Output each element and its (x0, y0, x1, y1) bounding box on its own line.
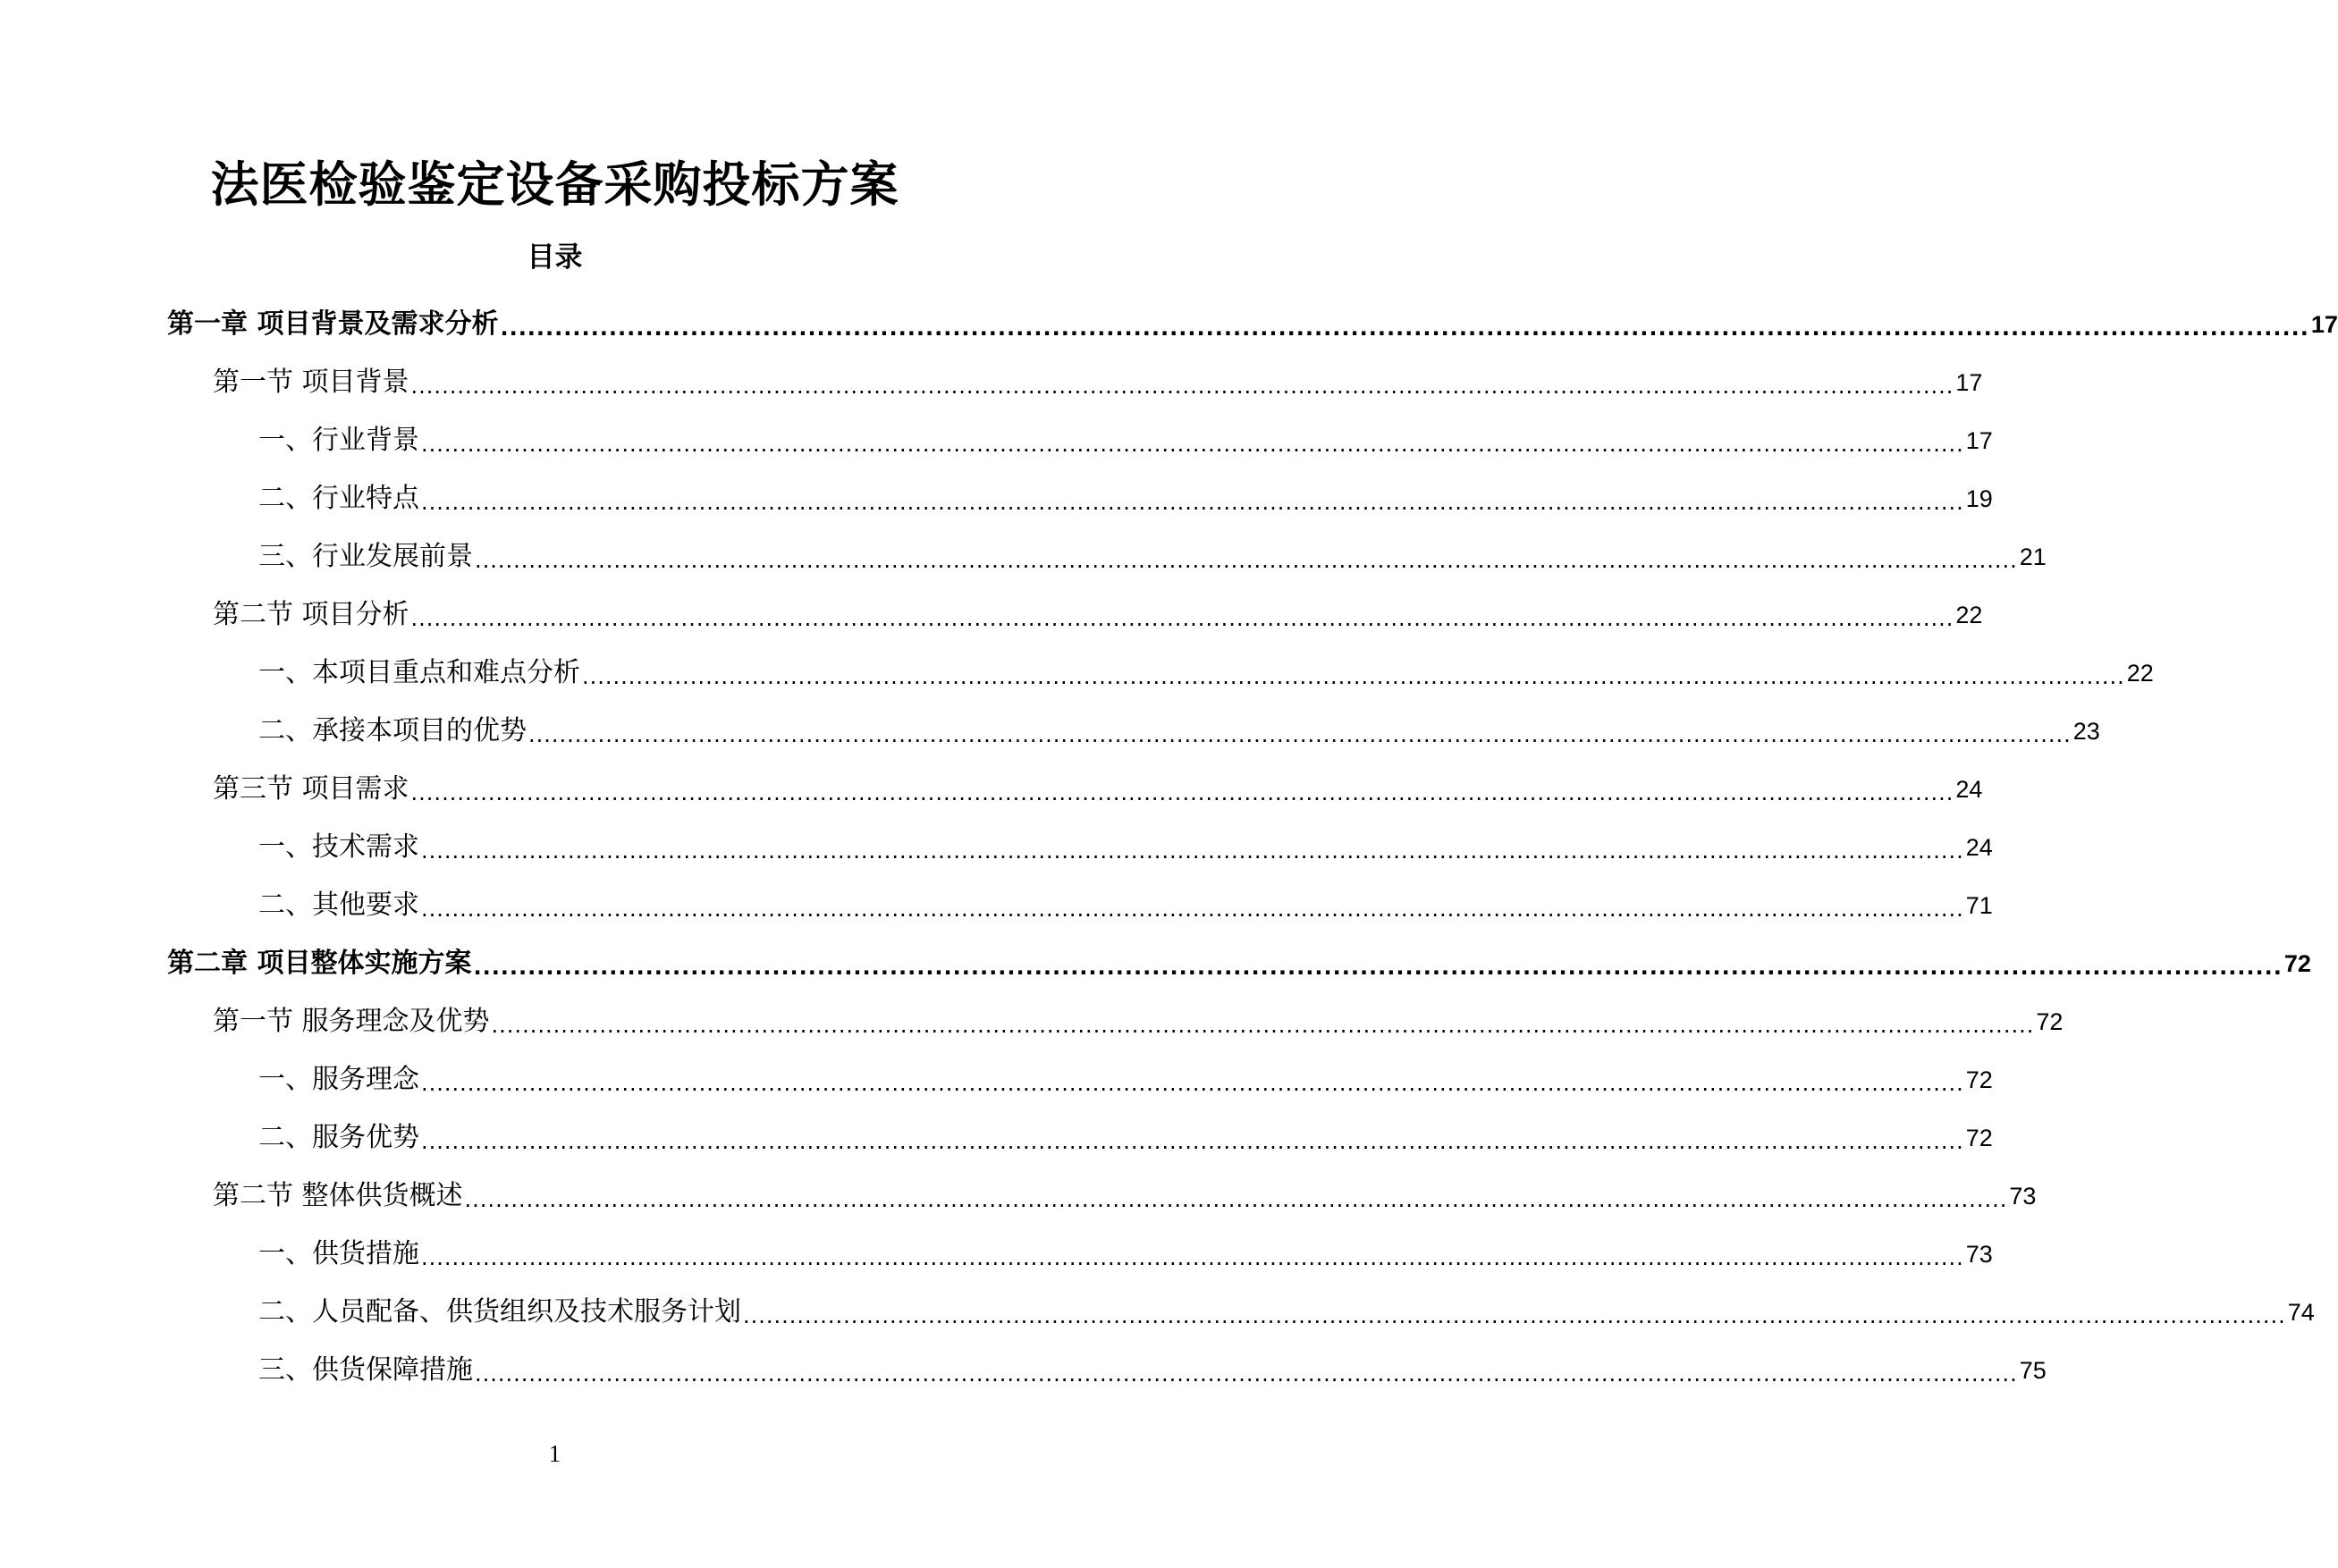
toc-entry-title: 第一章 项目背景及需求分析 (167, 308, 499, 340)
toc-subsection-link[interactable] (0, 411, 1993, 469)
toc-entry-page: 24 (1965, 833, 1993, 861)
toc-item (0, 992, 2064, 1050)
toc-subsection-link[interactable] (0, 1050, 1993, 1109)
dot-leader: ........................................................................................................................................................................................................ (582, 663, 2125, 689)
toc-item (0, 644, 2154, 702)
toc-subsection-link[interactable] (0, 702, 2100, 760)
dot-leader: ........................................................................................................................................................................................................ (421, 896, 1964, 922)
toc-item (0, 353, 1983, 411)
toc-item (0, 760, 1983, 818)
toc-entry-page: 21 (2019, 543, 2047, 570)
toc-item (0, 527, 2047, 586)
document-title: 法医检验鉴定设备采购投标方案 (210, 156, 899, 213)
toc-entry-title: 第一节 项目背景 (213, 366, 409, 398)
dot-leader: ........................................................................................................................................................................................................ (421, 1244, 1964, 1270)
toc-subsection-link[interactable] (0, 876, 1993, 934)
toc-entry-page: 17 (1965, 426, 1993, 454)
dot-leader: ........................................................................................................................................................................................................ (528, 721, 2072, 747)
toc-entry-title: 二、人员配备、供货组织及技术服务计划 (258, 1295, 741, 1328)
toc-chapter-link[interactable] (0, 934, 2311, 992)
toc-entry-page: 73 (1965, 1240, 1993, 1268)
toc-entry-page: 22 (2126, 659, 2154, 687)
dot-leader: ........................................................................................................................................................................................................ (410, 373, 1954, 399)
toc-entry-title: 一、供货措施 (258, 1237, 419, 1269)
toc-entry-title: 一、本项目重点和难点分析 (258, 656, 580, 688)
toc-subsection-link[interactable] (0, 1283, 2315, 1341)
dot-leader: ........................................................................................................................................................................................................ (421, 1070, 1964, 1096)
toc-entry-title: 第三节 项目需求 (213, 772, 409, 805)
toc-subsection-link[interactable] (0, 527, 2047, 586)
toc-entry-title: 第二节 项目分析 (213, 598, 409, 630)
toc-section-link[interactable] (0, 353, 1983, 411)
toc-entry-page: 17 (1955, 368, 1983, 396)
dot-leader: ........................................................................................................................................................................................................ (464, 1186, 2008, 1212)
toc-section-link[interactable] (0, 992, 2064, 1050)
toc-entry-title: 一、技术需求 (258, 830, 419, 863)
toc-item (0, 1341, 2047, 1399)
toc-entry-page: 23 (2072, 717, 2100, 745)
dot-leader: ........................................................................................................................................................................................................ (475, 547, 2018, 573)
toc-subsection-link[interactable] (0, 1109, 1993, 1167)
dot-leader: ........................................................................................................................................................................................................ (475, 1361, 2018, 1387)
toc-entry-page: 17 (2310, 310, 2338, 338)
toc-subsection-link[interactable] (0, 644, 2154, 702)
toc-entry-title: 一、行业背景 (258, 424, 419, 456)
toc-entry-page: 19 (1965, 485, 1993, 512)
dot-leader: ........................................................................................................................................................................................................ (743, 1302, 2286, 1328)
toc-item (0, 586, 1983, 644)
dot-leader: ........................................................................................................................................................................................................ (421, 431, 1964, 457)
toc-chapter-link[interactable] (0, 295, 2338, 353)
toc-item (0, 876, 1993, 934)
toc-entry-title: 三、行业发展前景 (258, 540, 473, 572)
dot-leader: ........................................................................................................................................................................................................ (491, 1012, 2035, 1038)
toc-entry-title: 第一节 服务理念及优势 (213, 1005, 490, 1037)
toc-item (0, 1109, 1993, 1167)
toc-section-link[interactable] (0, 1167, 2037, 1225)
toc-entry-page: 74 (2287, 1298, 2315, 1326)
dot-leader: ........................................................................................................................................................................................................ (500, 315, 2309, 341)
toc-item (0, 1283, 2315, 1341)
page-number: 1 (548, 1440, 561, 1467)
toc-entry-page: 75 (2019, 1356, 2047, 1384)
toc-subsection-link[interactable] (0, 818, 1993, 876)
toc-entry-title: 二、行业特点 (258, 482, 419, 514)
toc-item (0, 1167, 2037, 1225)
toc-entry-title: 二、服务优势 (258, 1121, 419, 1153)
toc-entry-title: 三、供货保障措施 (258, 1353, 473, 1386)
toc-entry-title: 二、其他要求 (258, 889, 419, 921)
toc-item (0, 1225, 1993, 1283)
toc-entry-title: 第二章 项目整体实施方案 (167, 947, 472, 979)
toc-heading: 目录 (527, 241, 583, 274)
toc-item (0, 295, 2338, 353)
dot-leader: ........................................................................................................................................................................................................ (421, 1128, 1964, 1154)
toc-entry-title: 第二节 整体供货概述 (213, 1179, 463, 1211)
table-of-contents (0, 295, 2338, 1399)
toc-entry-page: 73 (2009, 1182, 2037, 1210)
toc-entry-page: 71 (1965, 891, 1993, 919)
toc-subsection-link[interactable] (0, 469, 1993, 527)
toc-entry-title: 一、服务理念 (258, 1063, 419, 1095)
toc-entry-page: 24 (1955, 775, 1983, 803)
dot-leader: ........................................................................................................................................................................................................ (473, 954, 2283, 980)
toc-subsection-link[interactable] (0, 1341, 2047, 1399)
toc-entry-page: 72 (2283, 949, 2311, 977)
toc-entry-page: 72 (2036, 1007, 2064, 1035)
dot-leader: ........................................................................................................................................................................................................ (421, 489, 1964, 515)
toc-entry-page: 22 (1955, 601, 1983, 628)
toc-subsection-link[interactable] (0, 1225, 1993, 1283)
dot-leader: ........................................................................................................................................................................................................ (410, 605, 1954, 631)
toc-item (0, 1050, 1993, 1109)
dot-leader: ........................................................................................................................................................................................................ (410, 780, 1954, 805)
dot-leader: ........................................................................................................................................................................................................ (421, 838, 1964, 864)
toc-item (0, 702, 2100, 760)
toc-section-link[interactable] (0, 760, 1983, 818)
toc-item (0, 469, 1993, 527)
toc-entry-title: 二、承接本项目的优势 (258, 714, 527, 746)
toc-entry-page: 72 (1965, 1124, 1993, 1151)
toc-item (0, 411, 1993, 469)
toc-entry-page: 72 (1965, 1066, 1993, 1093)
toc-section-link[interactable] (0, 586, 1983, 644)
toc-item (0, 934, 2311, 992)
toc-item (0, 818, 1993, 876)
